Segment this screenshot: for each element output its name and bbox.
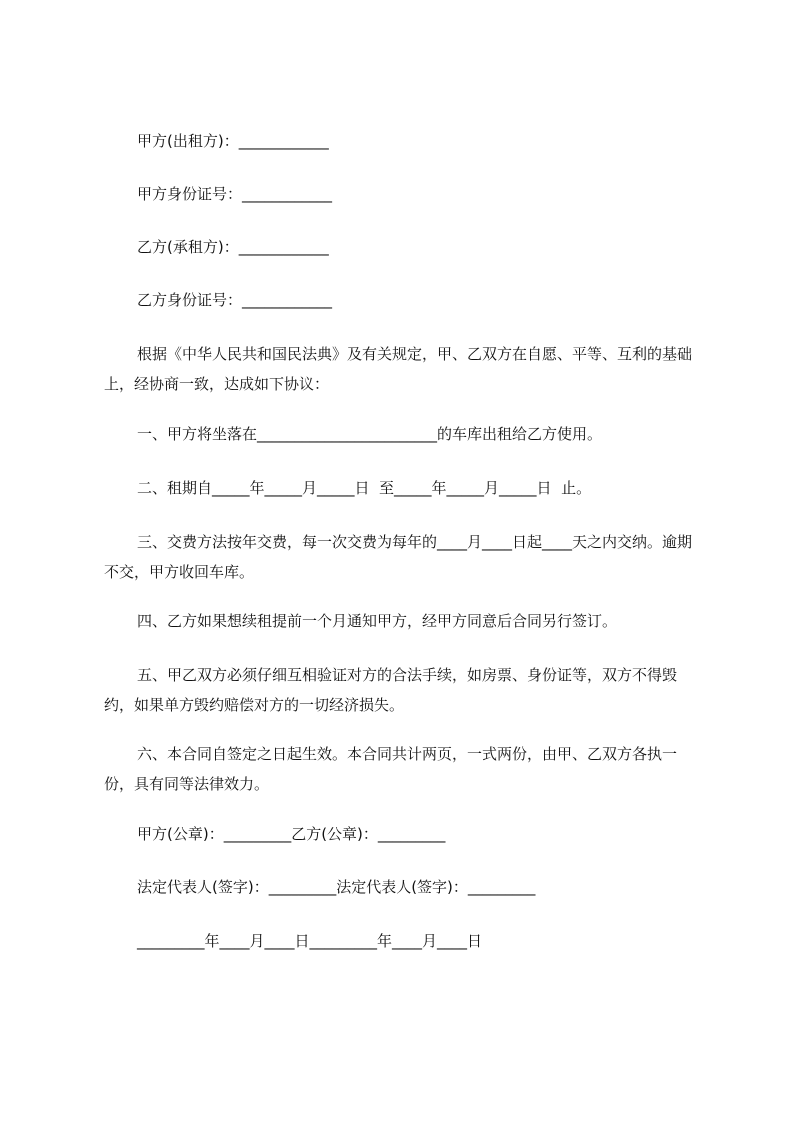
- lessee-id-line: 乙方身份证号：____________: [137, 291, 333, 309]
- lessor-id-line: 甲方身份证号：____________: [137, 185, 333, 203]
- lessor-line: 甲方(出租方)：____________: [137, 132, 329, 150]
- date-line: _________年____月____日_________年____月____日: [137, 932, 483, 950]
- clause-5: 五、甲乙双方必须仔细互相验证对方的合法手续，如房票、身份证等，双方不得毁约，如果单方毁约赔偿对方的一切经济损失。: [104, 666, 678, 714]
- clause-6: 六、本合同自签定之日起生效。本合同共计两页，一式两份，由甲、乙双方各执一份，具有同等法律效力。: [104, 745, 678, 793]
- lessee-line: 乙方(承租方)：____________: [137, 238, 329, 256]
- clause-4: 四、乙方如果想续租提前一个月通知甲方，经甲方同意后合同另行签订。: [137, 612, 618, 630]
- preamble-paragraph: 根据《中华人民共和国民法典》及有关规定，甲、乙双方在自愿、平等、互利的基础上，经协商一致，达成如下协议：: [104, 345, 693, 393]
- clause-1: 一、甲方将坐落在________________________的车库出租给乙方使用。: [137, 425, 603, 443]
- clause-3: 三、交费方法按年交费，每一次交费为每年的____月____日起____天之内交纳。逾期不交，甲方收回车库。: [104, 533, 693, 581]
- clause-2: 二、租期自_____年_____月_____日 至_____年_____月_____日 止。: [137, 479, 592, 497]
- seal-line: 甲方(公章)：_________乙方(公章)：_________: [137, 825, 446, 843]
- representative-signature-line: 法定代表人(签字)：_________法定代表人(签字)：_________: [137, 878, 536, 896]
